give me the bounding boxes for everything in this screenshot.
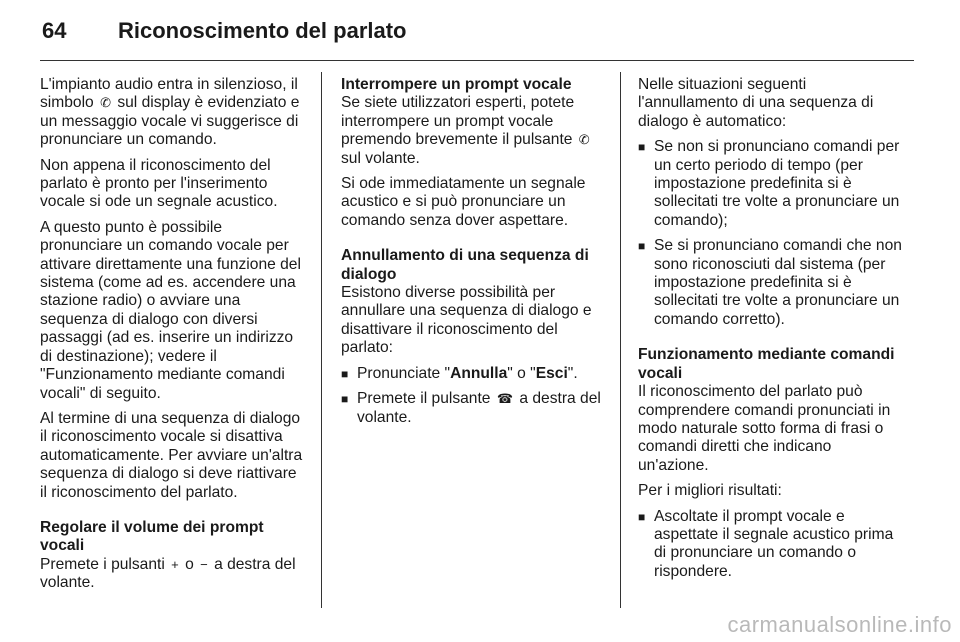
- bullet-icon: ■: [638, 140, 646, 155]
- bullet-icon: ■: [638, 239, 646, 254]
- paragraph: Per i migliori risultati:: [638, 482, 782, 500]
- bullet-icon: ■: [341, 392, 349, 407]
- section-heading: Funzionamento mediante comandi vocali: [638, 346, 895, 382]
- bullet-list: [638, 508, 906, 582]
- list-item: ■ Premete il pulsante ☎ a destra del volante.: [341, 390, 601, 426]
- column-divider-2: [620, 72, 621, 608]
- plus-icon: +: [171, 556, 179, 572]
- page-number: 64: [42, 18, 67, 43]
- paragraph: Nelle situazioni seguenti l'annullamento di una sequenza di dialogo è automatico:: [638, 76, 874, 130]
- column-3: [638, 76, 906, 588]
- watermark: carmanualsonline.info: [727, 612, 952, 637]
- bullet-list: [341, 365, 606, 427]
- voice-control-icon: ✆: [100, 95, 111, 111]
- page-header: [0, 0, 960, 62]
- bullet-icon: ■: [341, 366, 349, 381]
- section-heading: Annullamento di una sequenza di dialogo: [341, 247, 589, 283]
- column-1: [40, 76, 306, 600]
- bullet-icon: ■: [638, 509, 646, 524]
- list-item: ■ Se si pronunciano comandi che non sono riconosciuti dal sistema (per impostazione predefinita si è sollecitati tre volte a pronunciare un comando corretto).: [638, 237, 902, 328]
- paragraph: A questo punto è possibile pronunciare un comando vocale per attivare direttamente una funzione del sistema (come ad es. accendere una stazione radio) o avviare una sequenza di dialogo con diversi passaggi (ad es. inserire un indirizzo di destinazione); vedere il "Funzionamento mediante comandi vocali" di seguito.: [40, 218, 301, 402]
- hang-up-icon: ☎: [496, 391, 514, 407]
- list-item: ■ Pronunciate "Annulla" o "Esci".: [341, 364, 578, 382]
- paragraph: Premete i pulsanti + o − a destra del volante.: [40, 555, 296, 592]
- list-item: ■ Ascoltate il prompt vocale e aspettate il segnale acustico prima di pronunciare un comando o rispondere.: [638, 507, 894, 580]
- paragraph: Si ode immediatamente un segnale acustico e si può pronunciare un comando senza dover aspettare.: [341, 175, 586, 229]
- paragraph: Il riconoscimento del parlato può comprendere comandi pronunciati in modo naturale sotto forma di frasi o comandi diretti che indicano un'azione.: [638, 383, 891, 474]
- list-item: ■ Se non si pronunciano comandi per un certo periodo di tempo (per impostazione predefinita si è sollecitati tre volte a pronunciare un comando);: [638, 138, 900, 229]
- paragraph: Esistono diverse possibilità per annullare una sequenza di dialogo e disattivare il riconoscimento del parlato:: [341, 284, 592, 357]
- column-divider-1: [321, 72, 322, 608]
- paragraph: Non appena il riconoscimento del parlato è pronto per l'inserimento vocale si ode un segnale acustico.: [40, 156, 278, 211]
- page-title: Riconoscimento del parlato: [118, 18, 407, 43]
- paragraph: L'impianto audio entra in silenzioso, il simbolo ✆ sul display è evidenziato e un messaggio vocale vi suggerisce di pronunciare un comando.: [40, 76, 300, 149]
- column-2: [341, 76, 606, 434]
- minus-icon: −: [200, 556, 208, 572]
- paragraph: Al termine di una sequenza di dialogo il riconoscimento vocale si disattiva automaticamente. Per avviare un'altra sequenza di dialogo si deve riattivare il riconoscimento del parlato.: [40, 409, 303, 501]
- header-divider: [40, 60, 914, 61]
- bullet-list: [638, 138, 906, 329]
- section-heading: Interrompere un prompt vocale: [341, 76, 572, 93]
- section-heading: Regolare il volume dei prompt vocali: [40, 518, 264, 555]
- voice-control-icon: ✆: [578, 132, 590, 148]
- paragraph: Se siete utilizzatori esperti, potete interrompere un prompt vocale premendo brevemente il pulsante ✆ sul volante.: [341, 94, 590, 167]
